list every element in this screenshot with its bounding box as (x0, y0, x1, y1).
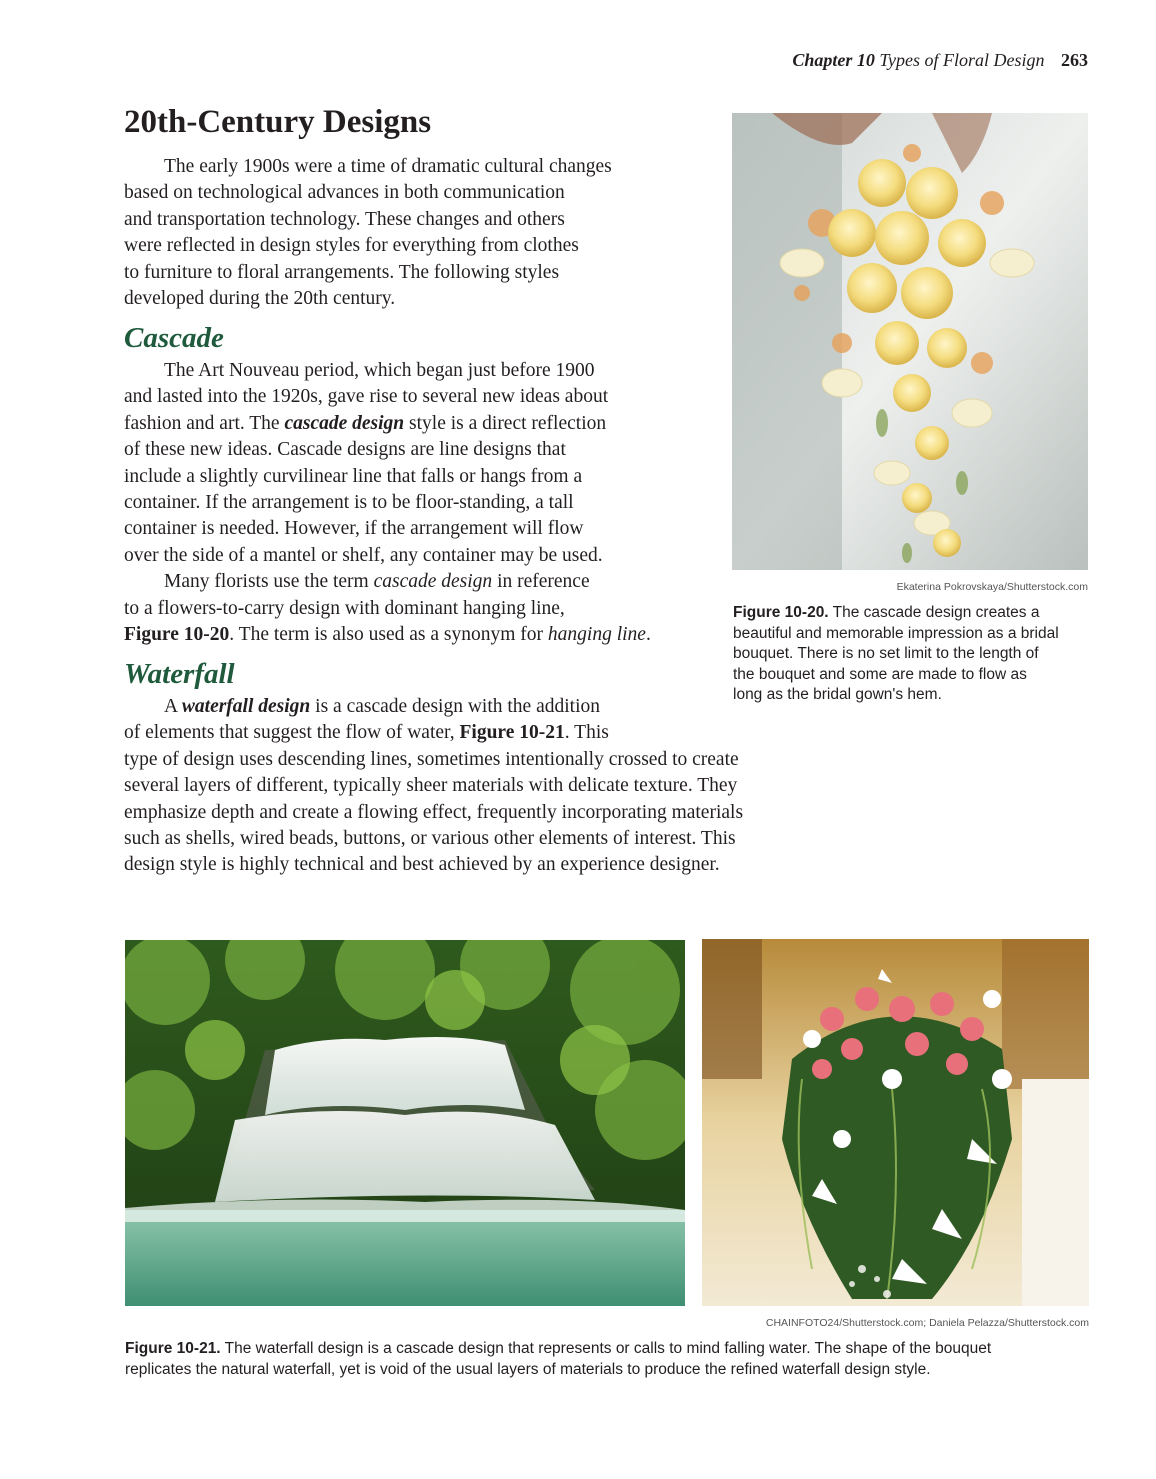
figure-20-label: Figure 10-20. (733, 604, 829, 621)
text-line: The early 1900s were a time of dramatic cultural changes (164, 156, 612, 177)
text-line: type of design uses descending lines, sometimes intentionally crossed to create (124, 748, 739, 770)
running-head (792, 50, 1088, 71)
page-number: 263 (1061, 50, 1088, 70)
figure-ref: Figure 10-20 (124, 624, 230, 646)
text-line: emphasize depth and create a flowing effect, frequently incorporating materials (124, 801, 744, 823)
text-line: and transportation technology. These changes and others (124, 208, 565, 230)
section-title: 20th-Century Designs (124, 104, 432, 140)
text-line: and lasted into the 1920s, gave rise to several new ideas about (124, 386, 609, 408)
figure-21-caption: Figure 10-21. The waterfall design is a cascade design that represents or calls to mind falling water. The shape of the bouquet replicates the natural waterfall, yet is void of the usual layers of materials to produce the refined waterfall design style. (125, 1340, 992, 1378)
cascade-paragraph (124, 358, 651, 648)
text-line: of elements that suggest the flow of water, Figure 10-21. This (124, 722, 609, 744)
term-cascade-design: cascade design (284, 412, 405, 434)
text-line: developed during the 20th century. (124, 288, 396, 310)
text-line: container is needed. However, if the arrangement will flow (124, 518, 584, 540)
text-line: based on technological advances in both communication (124, 182, 565, 204)
term-waterfall-design: waterfall design (181, 696, 311, 717)
waterfall-photo (125, 940, 685, 1306)
text-line: design style is highly technical and best achieved by an experience designer. (124, 854, 720, 876)
bridal-bouquet-photo (732, 113, 1088, 570)
text-line: to a flowers-to-carry design with dominant hanging line, (124, 597, 565, 619)
text-line: to furniture to floral arrangements. The following styles (124, 261, 560, 283)
text-line: over the side of a mantel or shelf, any container may be used. (124, 544, 603, 566)
chapter-title: Types of Floral Design (879, 50, 1045, 70)
figure-20-credit: Ekaterina Pokrovskaya/Shutterstock.com (896, 581, 1088, 593)
figure-ref: Figure 10-21 (459, 722, 565, 744)
figure-21-label: Figure 10-21. (125, 1340, 221, 1357)
text-line: container. If the arrangement is to be floor-standing, a tall (124, 492, 574, 514)
text-line: such as shells, wired beads, buttons, or various other elements of interest. This (124, 828, 736, 850)
figure-20-caption: Figure 10-20. The cascade design creates a beautiful and memorable impression as a bridal bouquet. There is no set limit to the length of the bouquet and some are made to flow as long as the bridal gown's hem. (733, 604, 1059, 703)
waterfall-paragraph (124, 694, 743, 879)
text-line: include a slightly curvilinear line that falls or hangs from a (124, 465, 583, 487)
text-line: Many florists use the term cascade design in reference (164, 571, 590, 593)
text-line: The Art Nouveau period, which began just before 1900 (164, 360, 595, 381)
chapter-label: Chapter 10 (792, 50, 875, 70)
intro-paragraph (124, 154, 612, 312)
cascade-heading: Cascade (124, 322, 224, 354)
text-line: fashion and art. The cascade design style is a direct reflection (124, 412, 607, 434)
text-line: were reflected in design styles for everything from clothes (124, 235, 579, 257)
text-line: Figure 10-20. The term is also used as a synonym for hanging line. (124, 624, 651, 646)
waterfall-bouquet-photo (702, 939, 1089, 1306)
text-line: several layers of different, typically sheer materials with delicate texture. They (124, 775, 738, 797)
figure-21-credit: CHAINFOTO24/Shutterstock.com; Daniela Pelazza/Shutterstock.com (765, 1317, 1089, 1329)
text-line: of these new ideas. Cascade designs are line designs that (124, 439, 566, 461)
text-line: A waterfall design is a cascade design with the addition (164, 696, 600, 717)
waterfall-heading: Waterfall (124, 658, 235, 690)
